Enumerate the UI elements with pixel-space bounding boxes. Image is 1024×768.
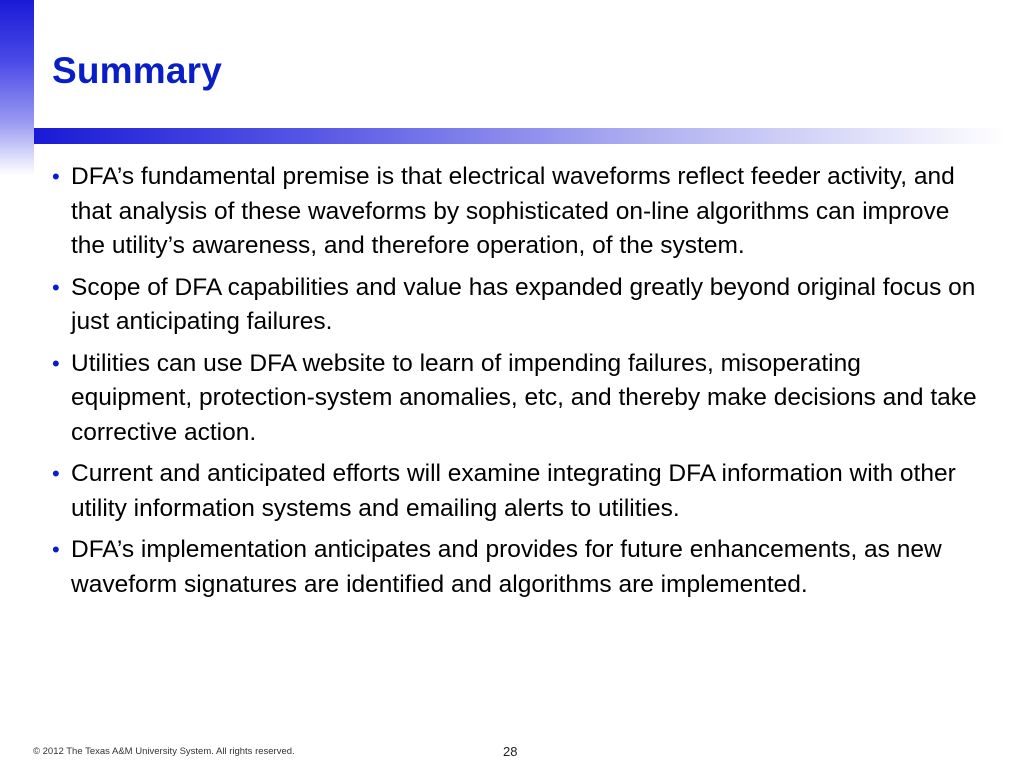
bullet-text: Current and anticipated efforts will examine integrating DFA information with other utility information systems and emailing alerts to utilities.: [71, 460, 956, 522]
bullet-icon: •: [52, 537, 60, 562]
page-number: 28: [503, 744, 518, 759]
bullet-text: DFA’s fundamental premise is that electrical waveforms reflect feeder activity, and that analysis of these waveforms by sophisticated on-line algorithms can improve the utility’s awareness, and therefore operation, of the system.: [71, 163, 955, 259]
title-underline-bar: [34, 128, 1006, 144]
footer-copyright: © 2012 The Texas A&M University System. All rights reserved.: [33, 746, 295, 757]
bullet-item-2: [52, 271, 982, 340]
bullet-icon: •: [52, 461, 60, 486]
left-accent-bar: [0, 0, 34, 175]
bullet-item-3: [52, 347, 982, 451]
bullet-icon: •: [52, 274, 60, 300]
bullet-item-1: [52, 160, 982, 264]
bullet-icon: •: [52, 350, 60, 376]
bullet-list: [52, 160, 982, 609]
slide-title: Summary: [52, 50, 223, 91]
bullet-icon: •: [52, 164, 60, 189]
bullet-text: DFA’s implementation anticipates and provides for future enhancements, as new waveform signatures are identified and algorithms are implemented.: [71, 536, 942, 598]
bullet-item-5: [52, 533, 982, 602]
bullet-text: Scope of DFA capabilities and value has expanded greatly beyond original focus on just anticipating failures.: [71, 273, 976, 335]
bullet-text: Utilities can use DFA website to learn of impending failures, misoperating equipment, protection-system anomalies, etc, and thereby make decisions and take corrective action.: [71, 349, 977, 446]
bullet-item-4: [52, 457, 982, 526]
